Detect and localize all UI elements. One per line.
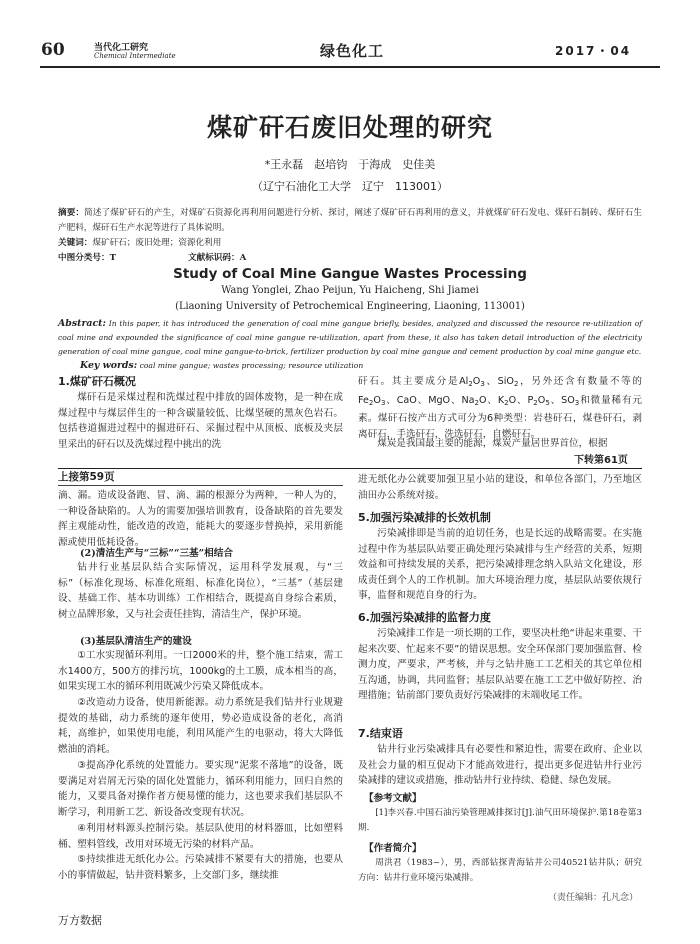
abstract-en bbox=[58, 317, 642, 360]
title-en: Study of Coal Mine Gangue Wastes Processing bbox=[173, 266, 527, 282]
doc-code-value: A bbox=[239, 253, 247, 263]
keywords-en-text: coal mine gangue; wastes processing; resource utilization bbox=[139, 361, 364, 370]
article-authors: *王永磊 赵培钧 于海成 史佳美 bbox=[264, 158, 436, 171]
journal-name-en: Chemical Intermediate bbox=[94, 52, 176, 60]
continued-on: 下转第61页 bbox=[574, 455, 628, 466]
continued-left-paragraph-1: 滴、漏。造成设备跑、冒、滴、漏的根源分为两种，一种人为的，一种设备缺陷的。人为的需要加强培训教育，设备缺陷的首先要发挥主观能动性，能改造的改造，能耗大的要逐步替换掉，采用新能源或使用低耗设备。 bbox=[58, 490, 343, 548]
continued-left-paragraph-3: ①工水实现循环利用。一口2000米的井，整个施工结束，需工水1400方，500方的排污坑，1000kg的土工膜，成本相当的高，如果实现工水的循环利用既减少污染又降低成本。 bbox=[58, 650, 343, 693]
continued-left-paragraph-2: 钻井行业基层队结合实际情况，运用科学发展观，与“三标”（标准化现场、标准化班组、标准化岗位），“三基”（基层建设、基础工作、基本功训练）工作相结合，既提高自身综合素质，树立品牌形象，又与社会责任挂钩，清洁生产，保护环境。 bbox=[58, 562, 343, 620]
section-5-heading: 5.加强污染减排的长效机制 bbox=[358, 511, 491, 524]
section-1-paragraph-3: 煤炭是我国最主要的能源，煤炭产量居世界首位，根据 bbox=[377, 438, 608, 449]
keywords-cn-text: 煤矿矸石；废旧处理；资源化利用 bbox=[92, 238, 222, 248]
section-title: 绿色化工 bbox=[320, 42, 385, 60]
continued-right-paragraph-1: 进无纸化办公就要加强卫星小站的建设，和单位各部门，乃至地区油田办公系统对接。 bbox=[358, 474, 642, 501]
authors-en: Wang Yonglei, Zhao Peijun, Yu Haicheng, Shi Jiamei bbox=[221, 285, 479, 296]
section-7-heading: 7.结束语 bbox=[358, 727, 403, 740]
document-code bbox=[188, 251, 246, 263]
header-rule bbox=[40, 66, 660, 68]
continued-from: 上接第59页 bbox=[58, 471, 115, 483]
section-5-paragraph: 污染减排即是当前的迫切任务，也是长远的战略需要。在实施过程中作为基层队站要正确处理污染减排与生产经营的关系，短期效益和可持续发展的关系，把污染减排理念纳入队站文化建设，形成责任到个人的工作机制。加大环境治理力度，基层队站要依规行事，监督和规范自身的行为。 bbox=[358, 528, 642, 602]
section-1-paragraph-2: 矸石。其主要成分是$Al_2O_3$、SiO$_2$，另外还含有数量不等的$Fe_2O_3$、CaO、MgO、$Na_2O$、$K_2O$、$P_2O_5$、$SO_3$和微量稀有元素。煤矸石按产出方式可分为6种类型：岩巷矸石，煤巷矸石，剥离矸石，手选矸石，洗选矸石，自燃矸石。 bbox=[358, 376, 643, 440]
article-separator bbox=[58, 468, 642, 469]
responsible-editor: （责任编辑：孔凡念） bbox=[548, 893, 639, 903]
references-heading: 【参考文献】 bbox=[364, 793, 422, 804]
affiliation-en: (Liaoning University of Petrochemical Engineering, Liaoning, 113001) bbox=[175, 301, 525, 312]
section-1-heading: 1.煤矿矸石概况 bbox=[58, 375, 136, 388]
keywords-cn-label: 关键词： bbox=[58, 238, 93, 248]
clc-label: 中图分类号： bbox=[58, 253, 110, 263]
section-7-paragraph: 钻井行业污染减排具有必要性和紧迫性，需要在政府、企业以及社会力量的相互促动下才能高效进行，提出更多促进钻井行业污染减排的建议或措施，推动钻井行业持续、稳健、绿色发展。 bbox=[358, 744, 642, 787]
abstract-en-label: Abstract: bbox=[58, 318, 106, 329]
keywords-en-label: Key words: bbox=[80, 360, 138, 371]
abstract-cn-label: 摘要： bbox=[58, 208, 85, 218]
keywords-en bbox=[80, 360, 363, 371]
continued-from-rule bbox=[58, 485, 343, 486]
section-6-paragraph: 污染减排工作是一项长期的工作，要坚决杜绝“讲起来重要、干起来次要、忙起来不要”的错误思想。安全环保部门要加强监督、检测力度，严要求，严考核，并与之钻井施工工艺相关的其它单位相互沟通，协调，共同监督；基层队站要在施工工艺中做好防控、治理措施；钻前部门要负责好污染减排的末端收尾工作。 bbox=[358, 628, 642, 702]
subsection-3-heading: (3)基层队清洁生产的建设 bbox=[80, 636, 192, 647]
author-bio-heading: 【作者简介】 bbox=[364, 843, 422, 854]
abstract-cn bbox=[58, 206, 642, 236]
classification bbox=[58, 251, 116, 263]
continued-left-paragraph-6: ④利用材料源头控制污染。基层队使用的材料器皿，比如塑料桶、塑料管线，改用对环境无污染的材料产品。 bbox=[58, 823, 343, 850]
section-1-paragraph-1: 煤矸石是采煤过程和洗煤过程中排放的固体废物，是一种在成煤过程中与煤层伴生的一种含碳量较低、比煤坚硬的黑灰色岩石。包括巷道掘进过程中的掘进矸石、采掘过程中从顶板、底板及夹层里采出的矸石以及洗煤过程中挑出的洗 bbox=[58, 392, 343, 450]
continued-left-paragraph-4: ②改造动力设备，使用新能源。动力系统是我们钻井行业规避提效的基础，动力系统的逐年使用，势必造成设备的老化，高消耗，高维护，如果使用电能，利用风能产生的电驱动，将大大降低燃油的消耗。 bbox=[58, 697, 343, 755]
page-number: 60 bbox=[41, 40, 65, 60]
keywords-cn bbox=[58, 236, 221, 248]
footer-source: 万方数据 bbox=[58, 914, 102, 927]
article-affiliation: （辽宁石油化工大学 辽宁 113001） bbox=[252, 180, 448, 193]
abstract-en-text: In this paper, it has introduced the generation of coal mine gangue briefly, besides, analyzed and discussed the resource re-utilization of coal mine and expounded the significance of coal mine gangue re-utilization, apart from these, it also has taken detail introduction of the electricity generation of coal mine gangue, coal mine gangue-to-brick, fertilizer production by coal mine gangue and cement production by coal mine gangue etc. bbox=[58, 319, 642, 357]
reference-1: [1]李兴春.中国石油污染管理减排探讨[J].油气田环境保护.第18卷第3期. bbox=[358, 808, 642, 833]
section-6-heading: 6.加强污染减排的监督力度 bbox=[358, 611, 491, 624]
continued-left-paragraph-7: ⑤持续推进无纸化办公。污染减排不紧要有大的措施，也要从小的事情做起，钻井资料繁多，上交部门多，继续推 bbox=[58, 854, 343, 881]
continued-left-paragraph-5: ③提高净化系统的处置能力。要实现“泥浆不落地”的设备，既要满足对岩屑无污染的固化处置能力，循环利用能力，回归自然的能力，又要具备对操作者方便易懂的能力，这也要求我们基层队不断学习，利用新工艺、新设备改变现有状况。 bbox=[58, 760, 343, 818]
clc-value: T bbox=[109, 253, 116, 263]
doc-code-label: 文献标识码： bbox=[188, 253, 240, 263]
article-title: 煤矿矸石废旧处理的研究 bbox=[206, 113, 493, 142]
journal-name-cn: 当代化工研究 bbox=[94, 43, 149, 53]
subsection-2-heading: (2)清洁生产与“三标”“三基”相结合 bbox=[80, 548, 233, 559]
abstract-cn-text: 简述了煤矿矸石的产生，对煤矿石资源化再利用问题进行分析、探讨，阐述了煤矿矸石再利用的意义，并就煤矿矸石发电、煤矸石制砖、煤矸石生产肥料，煤矸石生产水泥等进行了具体说明。 bbox=[58, 208, 642, 233]
author-bio: 周洪君（1983~），男，西部钻探青海钻井公司40521钻井队；研究方向：钻井行业环境污染减排。 bbox=[358, 858, 642, 883]
issue-date: 2017・04 bbox=[555, 44, 632, 58]
